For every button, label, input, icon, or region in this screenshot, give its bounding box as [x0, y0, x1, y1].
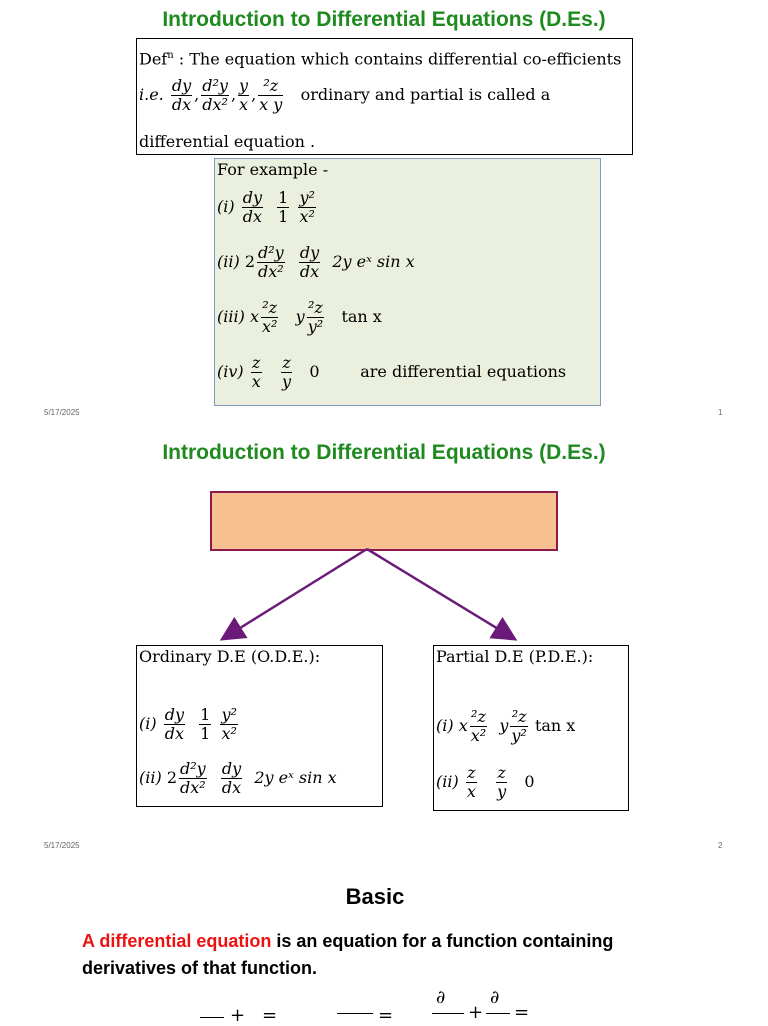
pde2-frac2: $\frac{z}{y}$ — [497, 763, 507, 801]
frac-d2z-xy: $\frac{\text{²z}}{\text{x y}}$ — [259, 76, 283, 114]
definition-paragraph — [82, 928, 654, 982]
ode-box — [136, 645, 383, 807]
ex3-frac1: $\frac{\text{²z}}{\text{x²}}$ — [261, 298, 278, 336]
pde1-frac1: $\frac{\text{²z}}{\text{x²}}$ — [470, 707, 487, 745]
pde-box — [433, 645, 629, 811]
ie-label: i.e. — [139, 85, 164, 104]
plus-sign-2: + — [468, 1002, 484, 1023]
definition-rest: is an equation for a function containing derivatives of that function. — [82, 931, 614, 978]
fraction-bar-2 — [337, 1013, 373, 1014]
highlight-term: A differential equation — [82, 931, 272, 951]
ode-example-2: (ii) 2 $\frac{\text{d²y}}{\text{dx²}}$ $\frac{dy}{dx}$ 2y eˣ sin x — [139, 759, 337, 797]
slide2-page-number: 2 — [718, 841, 723, 850]
partial-symbol-1: ∂ — [436, 987, 446, 1008]
frac-y-x: $\frac{y}{x}$ — [239, 76, 249, 114]
ode1-frac2: $\frac{1}{1}$ — [200, 705, 211, 743]
arrow-to-ode — [224, 549, 367, 638]
ode-example-1: (i) $\frac{dy}{dx}$ $\frac{1}{1}$ $\frac{\text{y²}}{\text{x²}}$ — [139, 705, 237, 743]
ode1-frac3: $\frac{\text{y²}}{\text{x²}}$ — [221, 705, 237, 743]
ode2-frac2: $\frac{dy}{dx}$ — [221, 759, 242, 797]
ex4-frac1: $\frac{z}{x}$ — [251, 353, 261, 391]
example-1: (i) $\frac{dy}{dx}$ $\frac{1}{1}$ $\frac{\text{y²}}{\text{x²}}$ — [217, 188, 315, 226]
slide2-title: Introduction to Differential Equations (D.Es.) — [162, 441, 606, 464]
definition-line — [139, 47, 621, 68]
arrow-to-pde — [367, 549, 513, 638]
ex2-frac2: $\frac{dy}{dx}$ — [299, 243, 320, 281]
slide1-title: Introduction to Differential Equations (D.Es.) — [162, 8, 606, 31]
pde1-frac2: $\frac{\text{²z}}{\text{y²}}$ — [511, 707, 527, 745]
slide1-page-number: 1 — [718, 408, 723, 417]
fraction-bar-4 — [486, 1013, 510, 1014]
ode-header: Ordinary D.E (O.D.E.): — [139, 647, 321, 666]
pde-header: Partial D.E (P.D.E.): — [436, 647, 594, 666]
def-prefix: Def — [139, 49, 168, 69]
fraction-bar-3 — [432, 1013, 464, 1014]
ex2-frac1: $\frac{\text{d²y}}{\text{dx²}}$ — [258, 243, 284, 281]
frac-dy-dx: $\frac{dy}{dx}$ — [171, 76, 192, 114]
pde-example-2: (ii) $\frac{z}{x}$ $\frac{z}{y}$ 0 — [436, 763, 535, 801]
ex4-frac2: $\frac{z}{y}$ — [282, 353, 292, 391]
ex4-tail: are differential equations — [360, 362, 567, 381]
ex1-frac2: $\frac{1}{1}$ — [278, 188, 289, 226]
example-4: (iv) $\frac{z}{x}$ $\frac{z}{y}$ 0 are differential equations — [217, 353, 567, 391]
plus-sign-1: + — [230, 1005, 246, 1026]
ex3-frac2: $\frac{\text{²z}}{\text{y²}}$ — [307, 298, 324, 336]
example-2: (ii) 2 $\frac{\text{d²y}}{\text{dx²}}$ $\frac{dy}{dx}$ 2y eˣ sin x — [217, 243, 415, 281]
slide1-date: 5/17/2025 — [44, 408, 80, 417]
definition-box — [136, 38, 633, 155]
pde2-frac1: $\frac{z}{x}$ — [466, 763, 476, 801]
ie-tail: ordinary and partial is called a — [300, 85, 551, 104]
partial-equation-row — [0, 985, 768, 1025]
ie-line: i.e. $\frac{dy}{dx}$ , $\frac{\text{d²y}}{\text{dx²}}$ , $\frac{y}{x}$ , $\frac{\text{²z}}{\text{x y}}$ ordinary and partial is called a — [139, 76, 551, 114]
example-header: For example - — [217, 160, 329, 179]
def-text: : The equation which contains differential co-efficients — [173, 49, 622, 69]
ex1-frac1: $\frac{dy}{dx}$ — [242, 188, 262, 226]
ode1-frac1: $\frac{dy}{dx}$ — [164, 705, 184, 743]
branch-arrows — [0, 540, 768, 650]
pde-example-1: (i) x $\frac{\text{²z}}{\text{x²}}$ y $\frac{\text{²z}}{\text{y²}}$ tan x — [436, 707, 576, 745]
equals-sign-3: = — [514, 1002, 530, 1023]
ex1-frac3: $\frac{\text{y²}}{\text{x²}}$ — [299, 188, 315, 226]
basic-heading: Basic — [345, 884, 405, 909]
equals-sign-1: = — [262, 1005, 278, 1026]
equals-sign-2: = — [378, 1005, 394, 1026]
fraction-bar-1 — [200, 1017, 224, 1018]
example-3: (iii) x $\frac{\text{²z}}{\text{x²}}$ y $\frac{\text{²z}}{\text{y²}}$ tan x — [217, 298, 382, 336]
def-end: differential equation . — [139, 132, 316, 151]
ode2-frac1: $\frac{\text{d²y}}{\text{dx²}}$ — [180, 759, 206, 797]
slide2-date: 5/17/2025 — [44, 841, 80, 850]
frac-d2y-dx2: $\frac{\text{d²y}}{\text{dx²}}$ — [202, 76, 228, 114]
partial-symbol-2: ∂ — [490, 987, 500, 1008]
def-superscript: n — [167, 50, 174, 61]
example-box — [214, 158, 601, 406]
